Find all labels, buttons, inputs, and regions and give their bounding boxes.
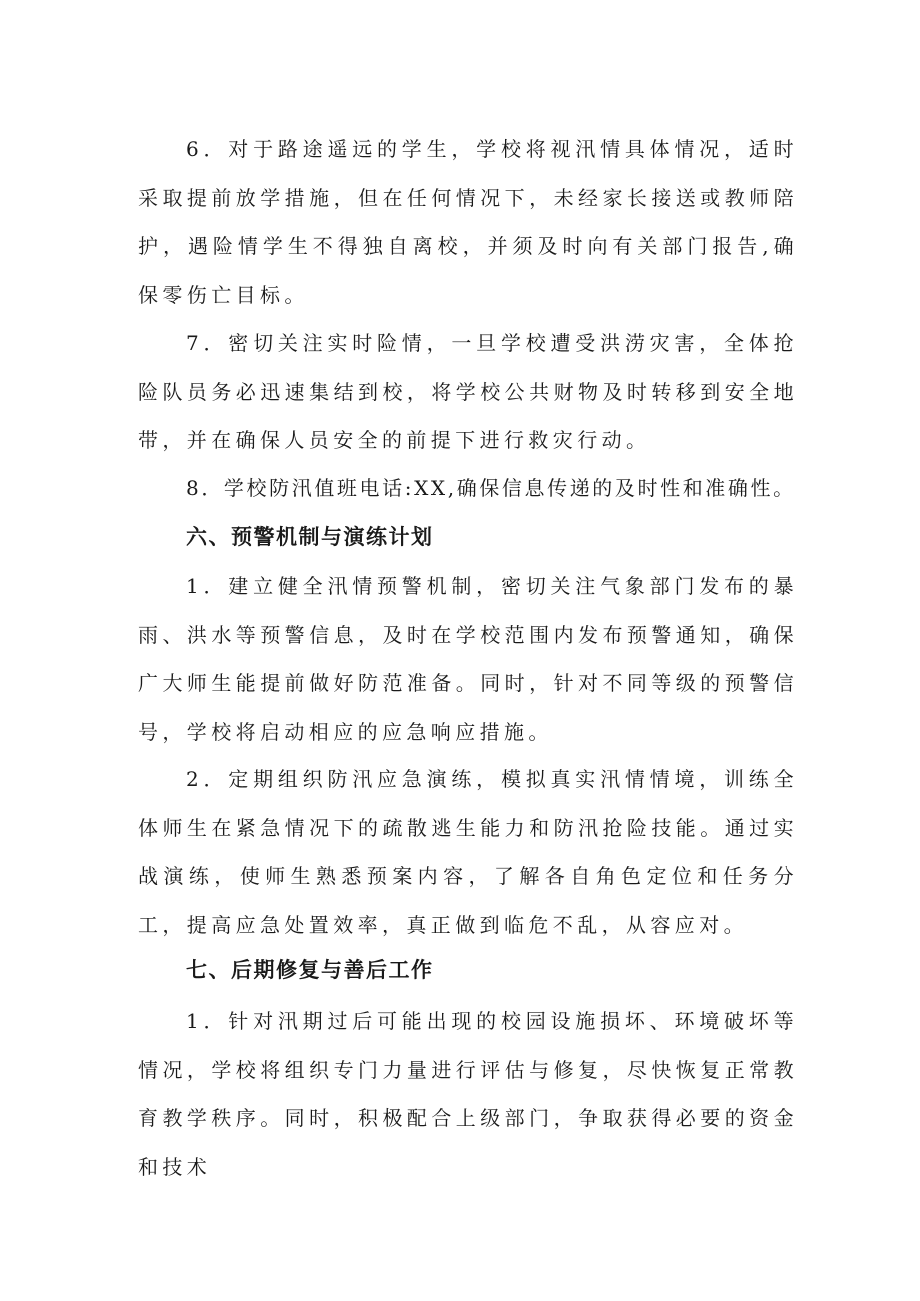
section-6-paragraph-1: 1．建立健全汛情预警机制，密切关注气象部门发布的暴雨、洪水等预警信息，及时在学校范围内发布预警通知，确保广大师生能提前做好防范准备。同时，针对不同等级的预警信号，学校将启动相应的应急响应措施。: [138, 574, 798, 744]
section-6-paragraph-2: 2．定期组织防汛应急演练，模拟真实汛情情境，训练全体师生在紧急情况下的疏散逃生能力和防汛抢险技能。通过实战演练，使师生熟悉预案内容，了解各自角色定位和任务分工，提高应急处置效率，真正做到临危不乱，从容应对。: [138, 767, 798, 937]
section-heading-warning: 六、预警机制与演练计划: [186, 525, 434, 549]
paragraph-item-7: 7．密切关注实时险情，一旦学校遭受洪涝灾害，全体抢险队员务必迅速集结到校，将学校公共财物及时转移到安全地带，并在确保人员安全的前提下进行救灾行动。: [138, 331, 798, 452]
section-7-paragraph-1: 1．针对汛期过后可能出现的校园设施损坏、环境破坏等情况，学校将组织专门力量进行评估与修复，尽快恢复正常教育教学秩序。同时，积极配合上级部门，争取获得必要的资金和技术: [138, 1009, 798, 1179]
paragraph-item-8: 8．学校防汛值班电话:XX,确保信息传递的及时性和准确性。: [186, 476, 796, 500]
section-heading-recovery: 七、后期修复与善后工作: [186, 958, 434, 982]
paragraph-item-6: 6．对于路途遥远的学生，学校将视汛情具体情况，适时采取提前放学措施，但在任何情况下，未经家长接送或教师陪护，遇险情学生不得独自离校，并须及时向有关部门报告,确保零伤亡目标。: [138, 137, 798, 307]
